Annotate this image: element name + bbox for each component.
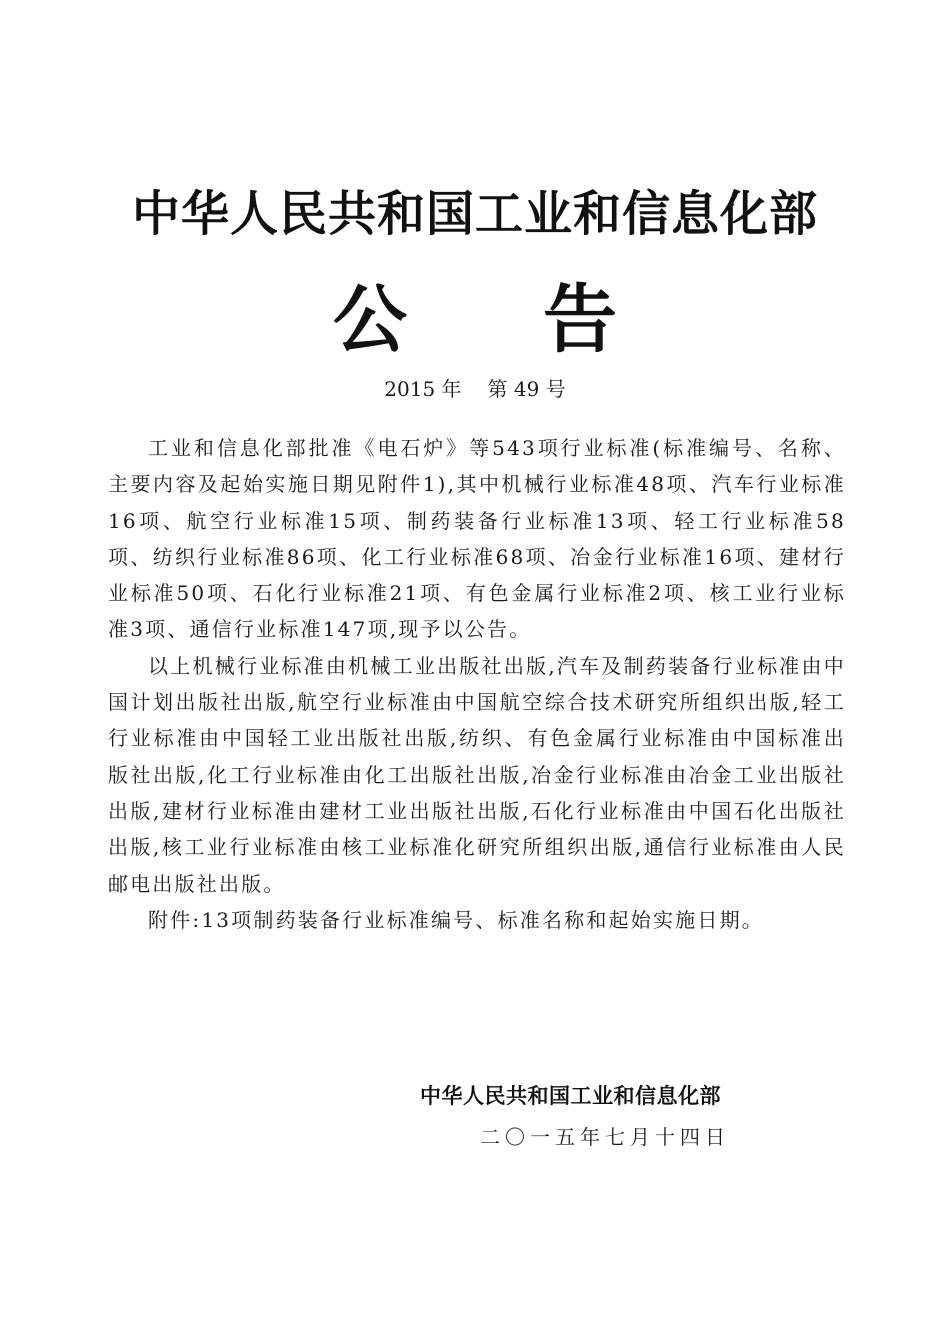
notice-title-char-2: 告 <box>543 277 617 363</box>
signature-organization: 中华人民共和国工业和信息化部 <box>420 1084 721 1108</box>
paragraph-attachment: 附件:13项制药装备行业标准编号、标准名称和起始实施日期。 <box>148 907 764 932</box>
notice-body <box>108 430 846 938</box>
paragraph-approval: 工业和信息化部批准《电石炉》等543项行业标准(标准编号、名称、主要内容及起始实施日期见附件1),其中机械行业标准48项、汽车行业标准16项、航空行业标准15项、制药装备行业标准13项、轻工行业标准58项、纺织行业标准86项、化工行业标准68项、冶金行业标准16项、建材行业标准50项、石化行业标准21项、有色金属行业标准2项、核工业行业标准3项、通信行业标准147项,现予以公告。 <box>108 436 846 642</box>
issue-number-label: 第 49 号 <box>487 377 566 401</box>
paragraph-publishers: 以上机械行业标准由机械工业出版社出版,汽车及制药装备行业标准由中国计划出版社出版,航空行业标准由中国航空综合技术研究所组织出版,轻工行业标准由中国轻工业出版社出版,纺织、有色金属行业标准由中国标准出版社出版,化工行业标准由化工出版社出版,冶金行业标准由冶金工业出版社出版,建材行业标准由建材工业出版社出版,石化行业标准由中国石化出版社出版,核工业行业标准由核工业标准化研究所组织出版,通信行业标准由人民邮电出版社出版。 <box>108 653 846 896</box>
issue-year: 2015 年 <box>384 377 462 401</box>
notice-title <box>0 272 950 368</box>
issue-number <box>0 372 950 406</box>
signature-date: 二〇一五年七月十四日 <box>480 1125 730 1149</box>
notice-title-char-1: 公 <box>333 277 407 363</box>
signature-block <box>420 1076 820 1154</box>
ministry-title: 中华人民共和国工业和信息化部 <box>131 186 818 242</box>
